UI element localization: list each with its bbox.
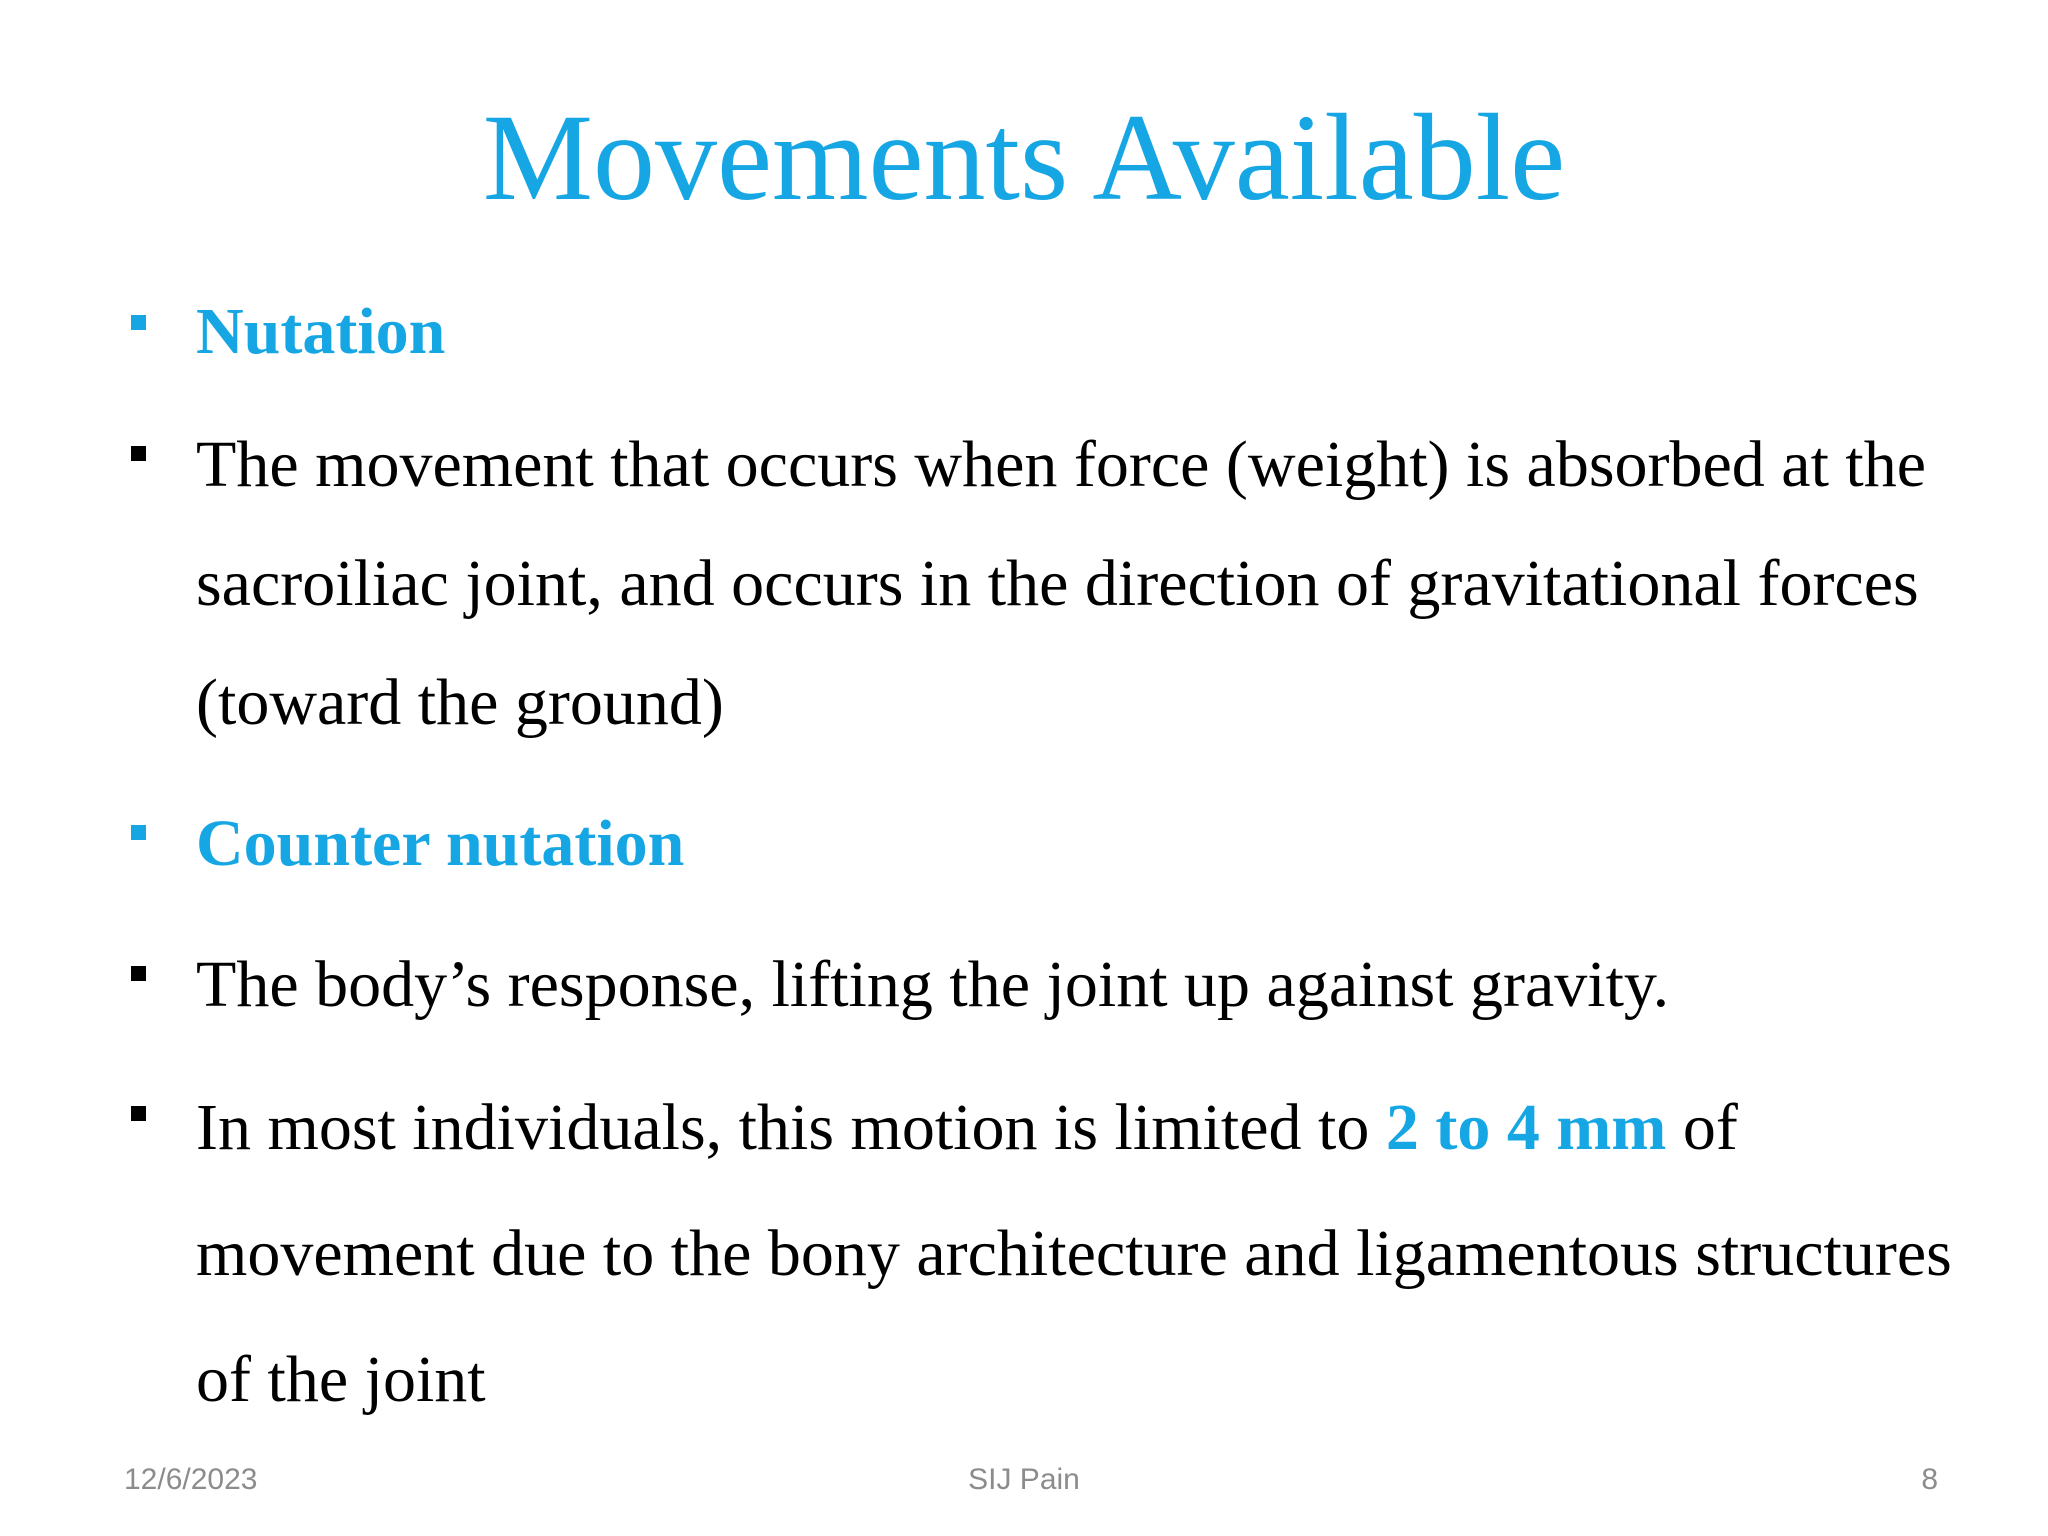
bullet-text-after: of movement due to the bony architecture and ligamentous structures of the joint <box>196 1091 1952 1416</box>
bullet-text <box>196 1065 1976 1443</box>
square-bullet-icon <box>131 825 146 840</box>
slide-title: Movements Available <box>482 89 1566 226</box>
square-bullet-icon <box>131 446 146 461</box>
bullet-heading: Counter nutation <box>196 807 685 880</box>
footer-date: 12/6/2023 <box>124 1463 258 1496</box>
footer-page-number: 8 <box>1921 1463 1938 1496</box>
bullet-text: The movement that occurs when force (weight) is absorbed at the sacroiliac joint, and occurs in the direction of gravitational forces (toward the ground) <box>196 428 1927 739</box>
highlighted-measurement: 2 to 4 mm <box>1385 1091 1667 1164</box>
square-bullet-icon <box>131 966 146 981</box>
square-bullet-icon <box>131 315 146 330</box>
bullet-text: The body’s response, lifting the joint up against gravity. <box>196 948 1670 1021</box>
footer-title: SIJ Pain <box>968 1463 1080 1496</box>
bullet-heading: Nutation <box>196 295 446 368</box>
bullet-text-before: In most individuals, this motion is limited to <box>196 1091 1386 1164</box>
square-bullet-icon <box>131 1106 146 1121</box>
